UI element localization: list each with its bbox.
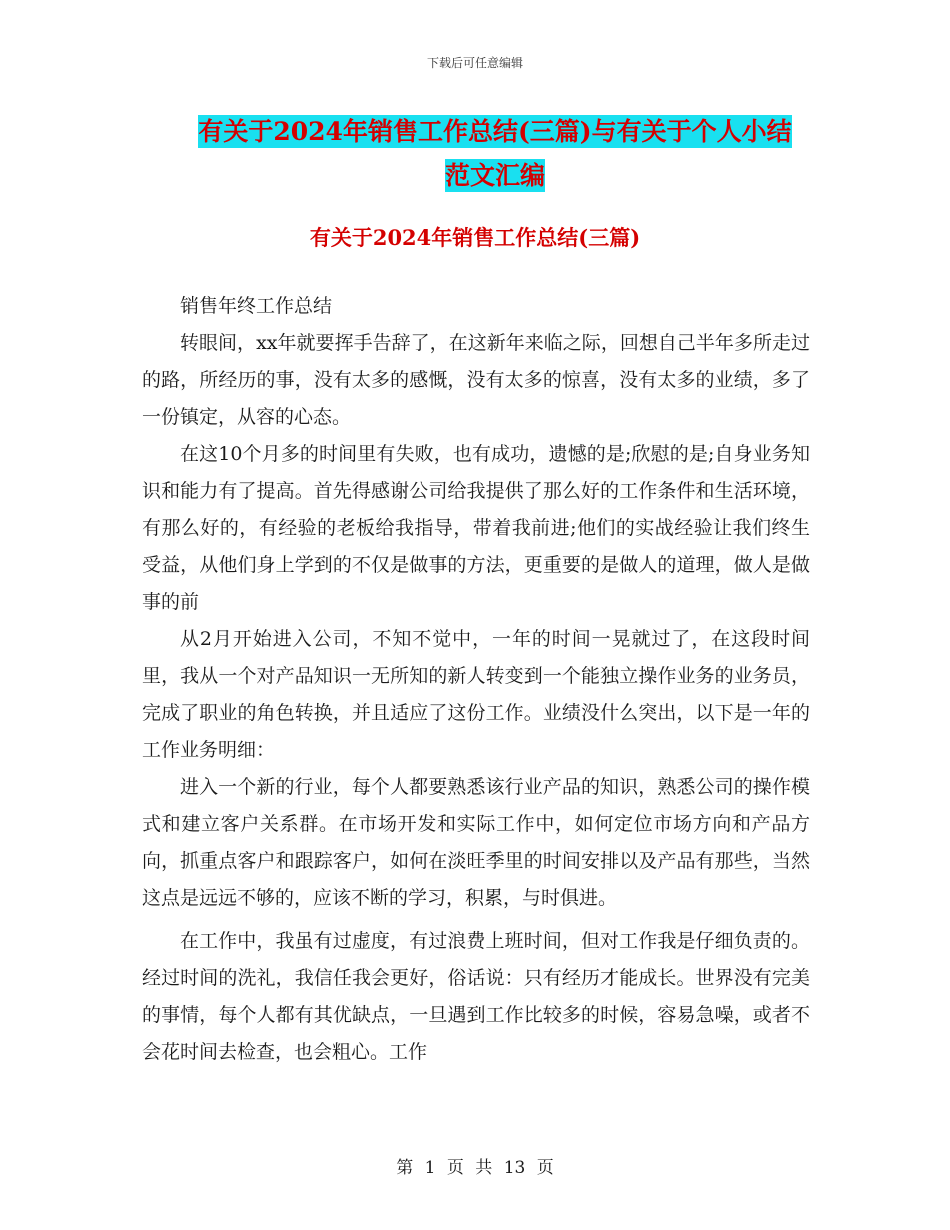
header-note: 下载后可任意编辑 — [426, 56, 523, 70]
title-line-1: 有关于2024年销售工作总结(三篇)与有关于个人小结 — [198, 117, 792, 146]
paragraph-6: 在工作中，我虽有过虚度，有过浪费上班时间，但对工作我是仔细负责的。经过时间的洗礼，我信任我会更好，俗话说：只有经历才能成长。世界没有完美的事情，每个人都有其优缺点，一旦遇到工作比较多的时候，容易急噪，或者不会花时间去检查，也会粗心。工作 — [142, 930, 810, 1063]
title-line-2: 范文汇编 — [444, 161, 545, 190]
paragraph-5: 进入一个新的行业，每个人都要熟悉该行业产品的知识，熟悉公司的操作模式和建立客户关系群。在市场开发和实际工作中，如何定位市场方向和产品方向，抓重点客户和跟踪客户，如何在淡旺季里的时间安排以及产品有那些，当然这点是远远不够的，应该不断的学习，积累，与时俱进。 — [142, 776, 810, 909]
page-number-footer: 第 1 页 共 13 页 — [396, 1158, 554, 1178]
paragraph-1: 销售年终工作总结 — [180, 295, 333, 317]
section-title: 有关于2024年销售工作总结(三篇) — [309, 225, 641, 250]
paragraph-3: 在这10个月多的时间里有失败，也有成功，遗憾的是;欣慰的是;自身业务知识和能力有了提高。首先得感谢公司给我提供了那么好的工作条件和生活环境，有那么好的，有经验的老板给我指导，带着我前进;他们的实战经验让我们终生受益，从他们身上学到的不仅是做事的方法，更重要的是做人的道理，做人是做事的前 — [142, 443, 810, 613]
paragraph-2: 转眼间，xx年就要挥手告辞了，在这新年来临之际，回想自己半年多所走过的路，所经历的事，没有太多的感慨，没有太多的惊喜，没有太多的业绩，多了一份镇定，从容的心态。 — [142, 332, 810, 428]
document-title — [140, 110, 850, 198]
paragraph-4: 从2月开始进入公司，不知不觉中，一年的时间一晃就过了，在这段时间里，我从一个对产品知识一无所知的新人转变到一个能独立操作业务的业务员，完成了职业的角色转换，并且适应了这份工作。业绩没什么突出，以下是一年的工作业务明细： — [142, 628, 810, 761]
body-text — [142, 288, 810, 1071]
